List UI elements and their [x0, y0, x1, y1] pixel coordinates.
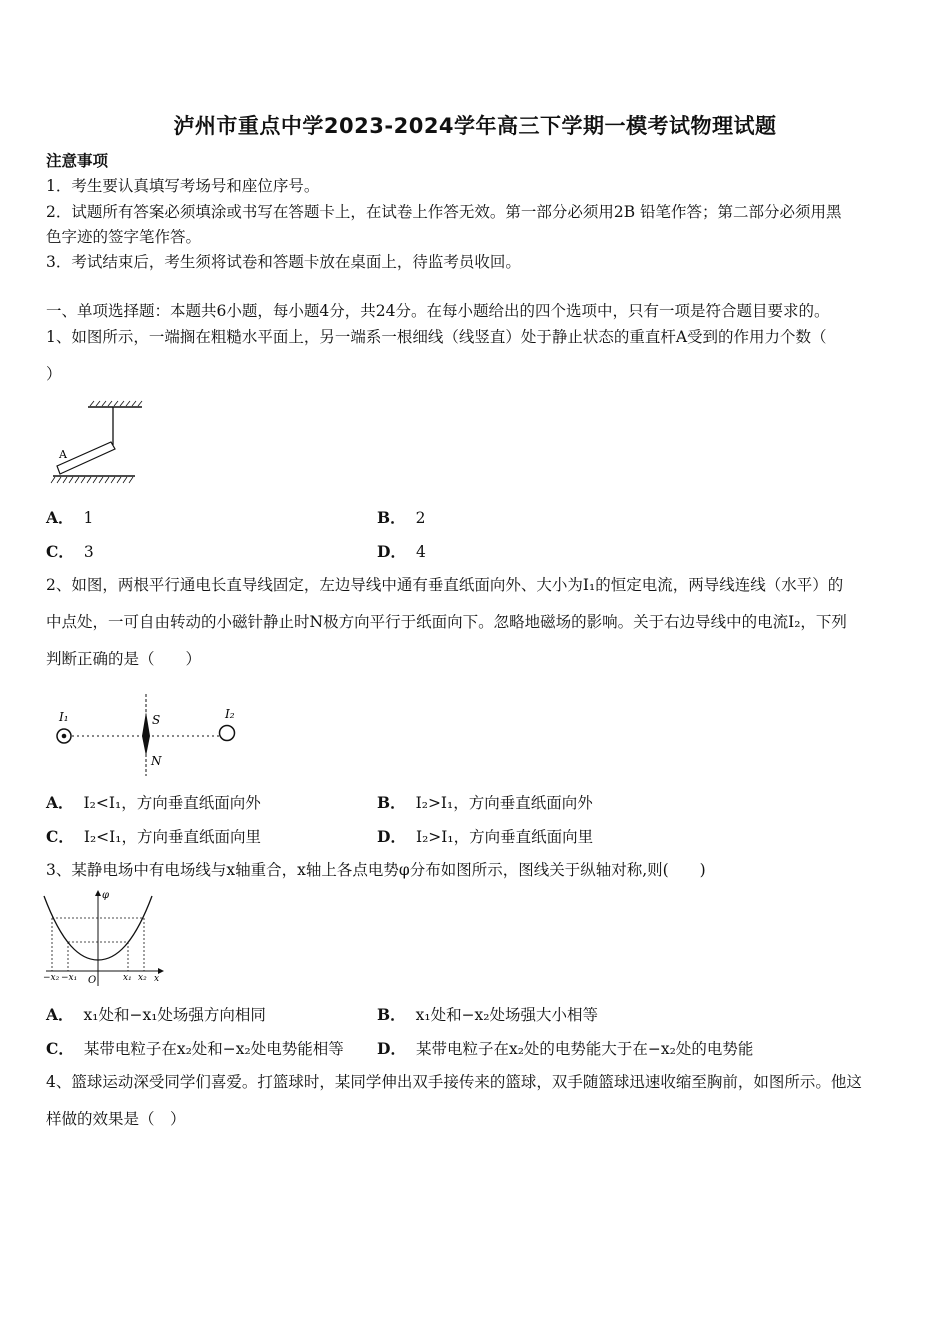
q1-figure-rod [50, 398, 145, 486]
q4-stem-line1: 4、篮球运动深受同学们喜爱。打篮球时，某同学伸出双手接传来的篮球，双手随篮球迅速收缩至胸前，如图所示。他这 [46, 1073, 862, 1091]
q1-option-c-letter: C． [46, 542, 74, 561]
q1-option-a-letter: A． [46, 508, 74, 527]
q1-option-b-letter: B． [377, 508, 406, 527]
q4-stem-line2: 样做的效果是（ ） [46, 1110, 186, 1128]
q2-option-d[interactable] [377, 825, 593, 847]
q2-option-c-letter: C． [46, 827, 74, 846]
q3-tick-neg-x1: −x₁ [61, 973, 78, 983]
notice-item-1: 1．考生要认真填写考场号和座位序号。 [46, 177, 320, 195]
q2-option-c-text: I₂<I₁，方向垂直纸面向里 [83, 828, 262, 846]
q2-stem-line1: 2、如图，两根平行通电长直导线固定，左边导线中通有垂直纸面向外、大小为I₁的恒定电流，两导线连线（水平）的 [46, 576, 844, 594]
q3-x-label: x [154, 974, 160, 984]
q2-option-c[interactable] [46, 825, 261, 847]
q3-phi-label: φ [102, 890, 110, 901]
q1-option-d[interactable] [377, 540, 426, 562]
q3-option-b[interactable] [377, 1003, 598, 1025]
notice-item-2-cont: 色字迹的签字笔作答。 [46, 228, 202, 246]
q3-option-c-text: 某带电粒子在x₂处和−x₂处电势能相等 [83, 1040, 344, 1058]
q3-option-d[interactable] [377, 1037, 753, 1059]
q3-option-d-letter: D． [377, 1039, 406, 1058]
q1-stem-line2: ） [46, 365, 62, 383]
q2-stem-line2: 中点处，一可自由转动的小磁针静止时N极方向平行于纸面向下。忽略地磁场的影响。关于右边导线中的电流I₂，下列 [46, 613, 847, 631]
q2-left-label: I₁ [59, 710, 69, 724]
q2-south-label: S [152, 713, 161, 727]
q3-figure-potential [40, 888, 170, 988]
q3-tick-x2: x₂ [138, 973, 147, 983]
q2-option-a-letter: A． [46, 793, 74, 812]
page-title: 泸州市重点中学2023-2024学年高三下学期一模考试物理试题 [173, 114, 777, 138]
q2-right-wire [220, 726, 235, 741]
notice-item-3: 3．考试结束后，考生须将试卷和答题卡放在桌面上，待监考员收回。 [46, 253, 521, 271]
q3-tick-x1: x₁ [123, 973, 132, 983]
q1-option-d-text: 4 [415, 543, 426, 561]
q2-right-label: I₂ [225, 707, 235, 721]
q2-option-b-letter: B． [377, 793, 406, 812]
q1-option-b[interactable] [377, 506, 425, 528]
q3-option-c-letter: C． [46, 1039, 74, 1058]
q3-option-d-text: 某带电粒子在x₂处的电势能大于在−x₂处的电势能 [415, 1040, 754, 1058]
q2-option-b[interactable] [377, 791, 593, 813]
q2-compass-needle [142, 712, 150, 756]
q3-option-a-text: x₁处和−x₁处场强方向相同 [83, 1006, 266, 1024]
notice-heading: 注意事项 [46, 151, 109, 170]
q3-origin-label: O [88, 975, 97, 986]
q1-option-b-text: 2 [415, 509, 426, 527]
q3-option-b-text: x₁处和−x₂处场强大小相等 [415, 1006, 599, 1024]
section-heading: 一、单项选择题：本题共6小题，每小题4分，共24分。在每小题给出的四个选项中，只有一项是符合题目要求的。 [46, 302, 830, 320]
q1-option-c-text: 3 [83, 543, 94, 561]
q1-rod-label: A [59, 448, 67, 461]
q3-option-c[interactable] [46, 1037, 344, 1059]
q2-figure-wires [50, 690, 250, 778]
q3-stem: 3、某静电场中有电场线与x轴重合，x轴上各点电势φ分布如图所示，图线关于纵轴对称,则( ) [46, 861, 706, 879]
q2-north-label: N [151, 754, 162, 768]
notice-item-2: 2．试题所有答案必须填涂或书写在答题卡上，在试卷上作答无效。第一部分必须用2B 铅笔作答；第二部分必须用黑 [46, 203, 842, 221]
q2-option-a-text: I₂<I₁，方向垂直纸面向外 [83, 794, 261, 812]
q1-stem-line1: 1、如图所示，一端搁在粗糙水平面上，另一端系一根细线（线竖直）处于静止状态的重直杆A受到的作用力个数（ [46, 328, 827, 346]
q3-option-b-letter: B． [377, 1005, 406, 1024]
q2-stem-line3: 判断正确的是（ ） [46, 650, 202, 668]
q1-option-a[interactable] [46, 506, 93, 528]
q3-option-a[interactable] [46, 1003, 266, 1025]
q2-option-b-text: I₂>I₁，方向垂直纸面向外 [415, 794, 593, 812]
q1-option-a-text: 1 [83, 509, 94, 527]
q2-option-a[interactable] [46, 791, 261, 813]
q2-option-d-text: I₂>I₁，方向垂直纸面向里 [415, 828, 594, 846]
q1-option-d-letter: D． [377, 542, 406, 561]
q3-tick-neg-x2: −x₂ [43, 973, 60, 983]
q1-option-c[interactable] [46, 540, 94, 562]
q3-option-a-letter: A． [46, 1005, 74, 1024]
q2-option-d-letter: D． [377, 827, 406, 846]
